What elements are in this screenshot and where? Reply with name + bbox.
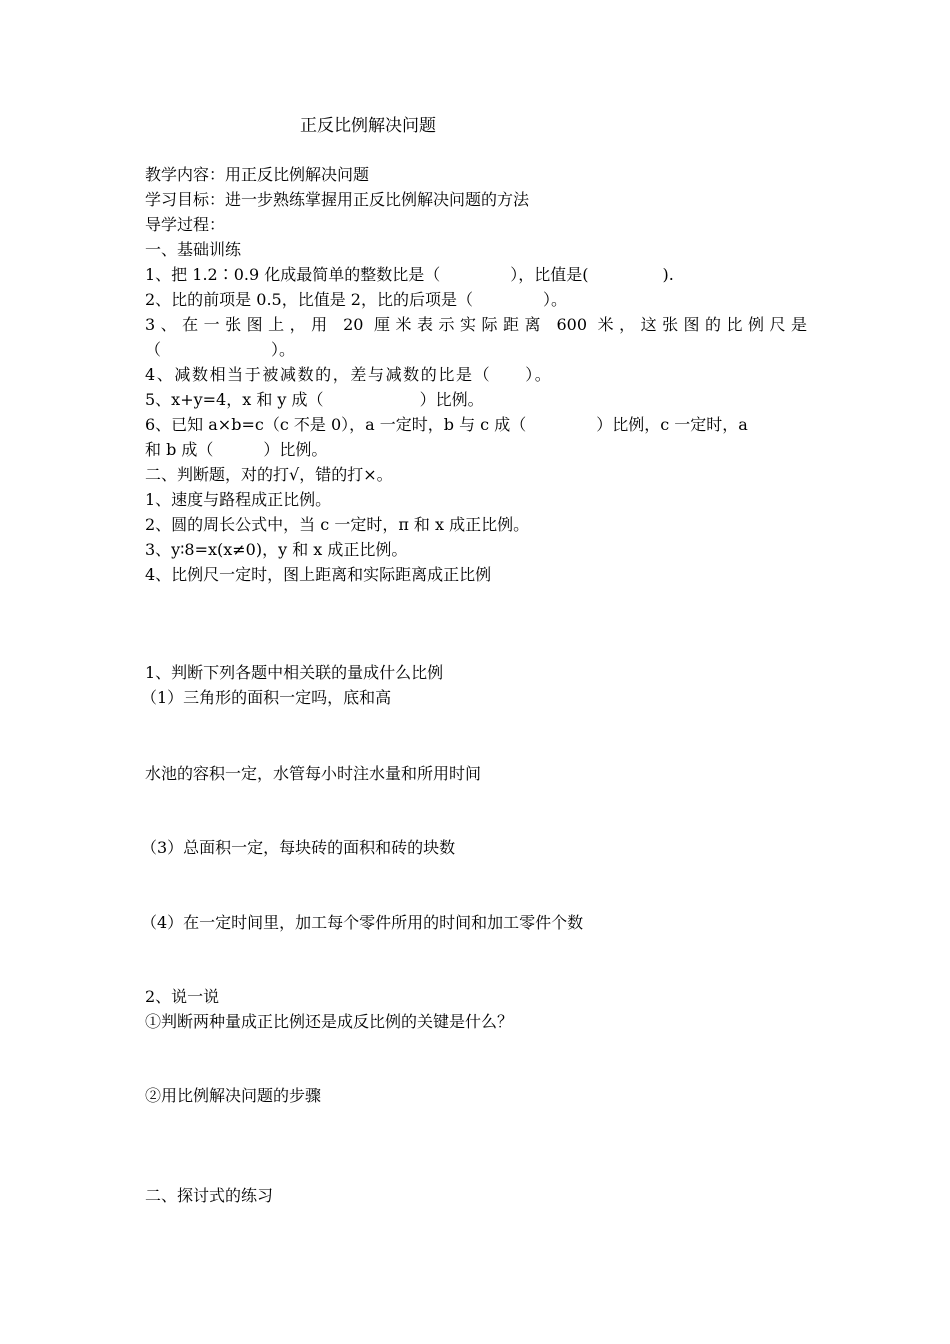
- proportion-item-2: 水池的容积一定，水管每小时注水量和所用时间: [145, 764, 482, 783]
- question-3-part-b: ）。: [271, 340, 296, 359]
- question-4-part-a: 4、减数相当于被减数的，差与减数的比是（: [145, 365, 492, 384]
- section-basic-training-heading: 一、基础训练: [145, 240, 242, 259]
- discussion-question: 2、说一说: [145, 987, 220, 1006]
- learning-goal: 学习目标：进一步熟练掌握用正反比例解决问题的方法: [145, 190, 530, 209]
- question-1-part-a: 1、把 1.2∶0.9 化成最简单的整数比是（: [145, 265, 441, 284]
- question-5-part-b: ）比例。: [419, 390, 484, 409]
- question-5: [145, 388, 484, 412]
- section-judgement-heading: 二、判断题，对的打√，错的打×。: [145, 465, 393, 484]
- judgement-2: 2、圆的周长公式中，当 c 一定时，π 和 x 成正比例。: [145, 515, 530, 534]
- discussion-item-2: ②用比例解决问题的步骤: [145, 1086, 322, 1105]
- question-2-part-b: ）。: [542, 290, 567, 309]
- question-6-part-a: 6、已知 a×b=c（c 不是 0），a 一定时，b 与 c 成（: [145, 415, 527, 434]
- question-6-line-1: [145, 413, 748, 437]
- guide-process: 导学过程：: [145, 215, 226, 234]
- question-3-line-1: 3、在一张图上，用 20 厘米表示实际距离 600 米，这张图的比例尺是: [145, 315, 807, 334]
- question-6-part-d: ）比例。: [263, 440, 328, 459]
- question-3-line-2: [145, 338, 295, 362]
- question-4-part-b: ）。: [525, 365, 553, 384]
- question-6-part-b: ）比例，c 一定时，a: [596, 415, 748, 434]
- proportion-item-1: （1）三角形的面积一定吗，底和高: [141, 688, 392, 707]
- teaching-content: 教学内容：用正反比例解决问题: [145, 165, 370, 184]
- question-3-part-a: （: [145, 340, 162, 359]
- discussion-item-1: ①判断两种量成正比例还是成反比例的关键是什么？: [145, 1012, 514, 1031]
- section-exploratory-practice-heading: 二、探讨式的练习: [145, 1186, 274, 1205]
- question-4: [145, 363, 552, 387]
- question-6-line-2: [145, 438, 327, 462]
- proportion-item-4: （4）在一定时间里，加工每个零件所用的时间和加工零件个数: [141, 913, 584, 932]
- question-2: [145, 288, 567, 312]
- judgement-3: 3、y∶8=x(x≠0)，y 和 x 成正比例。: [145, 540, 408, 559]
- question-1: [145, 263, 674, 287]
- proportion-question-1: 1、判断下列各题中相关联的量成什么比例: [145, 663, 444, 682]
- question-1-part-b: ），比值是(: [510, 265, 589, 284]
- question-5-part-a: 5、x+y=4，x 和 y 成（: [145, 390, 324, 409]
- question-6-part-c: 和 b 成（: [145, 440, 214, 459]
- page-title: 正反比例解决问题: [300, 116, 436, 136]
- proportion-item-3: （3）总面积一定，每块砖的面积和砖的块数: [141, 838, 456, 857]
- question-1-part-c: ).: [662, 265, 674, 284]
- question-2-part-a: 2、比的前项是 0.5，比值是 2，比的后项是（: [145, 290, 473, 309]
- judgement-4: 4、比例尺一定时，图上距离和实际距离成正比例: [145, 565, 492, 584]
- judgement-1: 1、速度与路程成正比例。: [145, 490, 332, 509]
